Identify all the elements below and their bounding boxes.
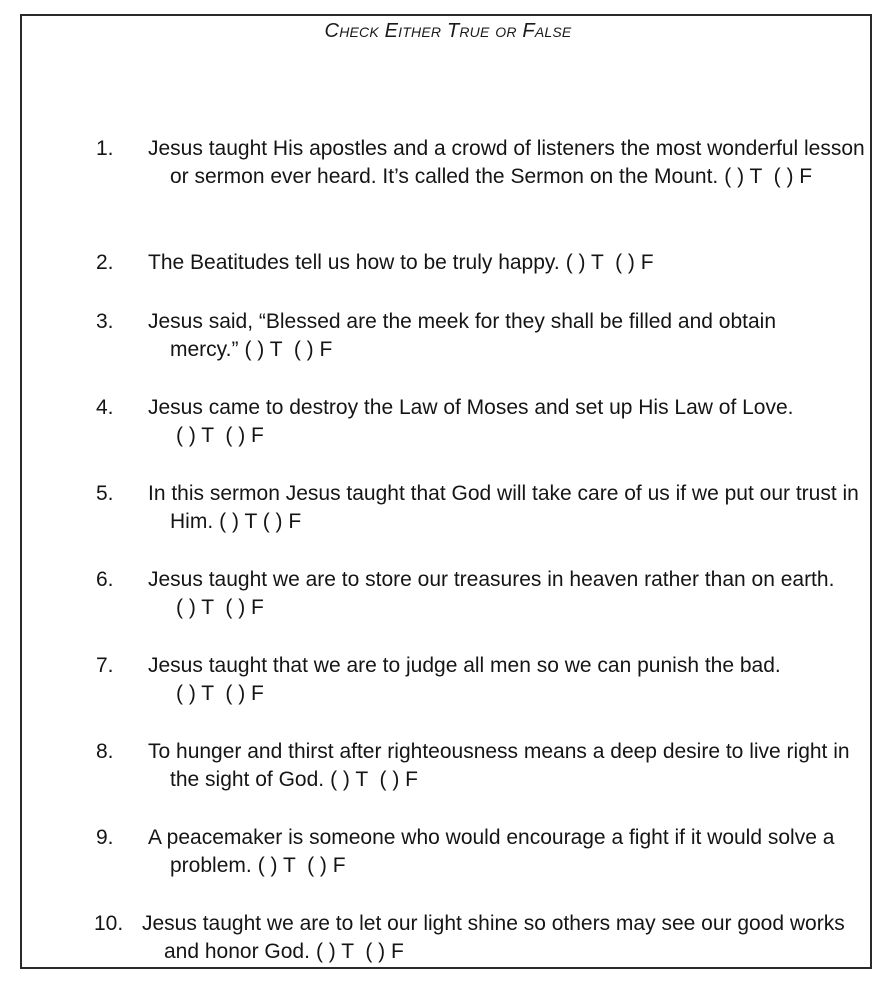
question-text: A peacemaker is someone who would encourage a fight if it would solve a problem.: [148, 826, 835, 877]
question-number: 9.: [96, 826, 114, 849]
question-item-3: [96, 308, 872, 364]
question-item-5: [96, 480, 872, 536]
true-false-choices[interactable]: ( ) T ( ) F: [244, 338, 333, 361]
question-text: Jesus taught that we are to judge all men so we can punish the bad.: [148, 654, 781, 677]
question-text: Jesus came to destroy the Law of Moses and set up His Law of Love.: [148, 396, 794, 419]
question-text-block: [148, 652, 872, 708]
question-text-block: [148, 249, 872, 277]
question-number: 1.: [96, 137, 114, 160]
question-number: 7.: [96, 654, 114, 677]
question-item-7: [96, 652, 872, 708]
question-text-block: [148, 135, 872, 191]
true-false-choices[interactable]: ( ) T ( ) F: [176, 682, 264, 705]
question-number: 6.: [96, 568, 114, 591]
question-text: To hunger and thirst after righteousness means a deep desire to live right in the sight of God.: [148, 740, 850, 791]
question-item-8: [96, 738, 872, 794]
question-number: 3.: [96, 310, 114, 333]
true-false-choices[interactable]: ( ) T ( ) F: [257, 854, 346, 877]
question-text: Jesus taught we are to let our light shine so others may see our good works and honor God.: [142, 912, 845, 963]
true-false-choices[interactable]: ( ) T ( ) F: [724, 165, 813, 188]
question-number: 4.: [96, 396, 114, 419]
question-text: Jesus taught His apostles and a crowd of listeners the most wonderful lesson or sermon ever heard. It’s called the Sermon on the Mount.: [148, 137, 865, 188]
question-text: Jesus said, “Blessed are the meek for they shall be filled and obtain mercy.”: [148, 310, 777, 361]
true-false-choices[interactable]: ( ) T ( ) F: [330, 768, 418, 791]
question-number: 8.: [96, 740, 114, 763]
question-number: 10.: [94, 912, 124, 935]
question-number: 2.: [96, 251, 114, 274]
question-text: In this sermon Jesus taught that God will take care of us if we put our trust in Him.: [148, 482, 859, 533]
question-text: The Beatitudes tell us how to be truly happy.: [148, 251, 560, 274]
question-item-1: [96, 135, 872, 191]
question-text-block: [148, 566, 872, 622]
question-text-block: [148, 824, 872, 880]
question-item-2: [96, 249, 872, 277]
true-false-choices[interactable]: ( ) T ( ) F: [315, 940, 404, 963]
question-text: Jesus taught we are to store our treasures in heaven rather than on earth.: [148, 568, 835, 591]
true-false-choices[interactable]: ( ) T ( ) F: [176, 424, 264, 447]
worksheet-heading: Check Either True or False: [324, 20, 572, 42]
true-false-choices[interactable]: ( ) T ( ) F: [176, 596, 264, 619]
question-text-block: [148, 308, 872, 364]
question-item-10: [94, 910, 870, 966]
question-item-4: [96, 394, 872, 450]
question-text-block: [148, 738, 872, 794]
question-number: 5.: [96, 482, 114, 505]
question-item-6: [96, 566, 872, 622]
question-item-9: [96, 824, 872, 880]
true-false-choices[interactable]: ( ) T ( ) F: [565, 251, 654, 274]
true-false-choices[interactable]: ( ) T ( ) F: [219, 510, 302, 533]
question-text-block: [148, 394, 872, 450]
question-text-block: [142, 910, 870, 966]
question-text-block: [148, 480, 872, 536]
